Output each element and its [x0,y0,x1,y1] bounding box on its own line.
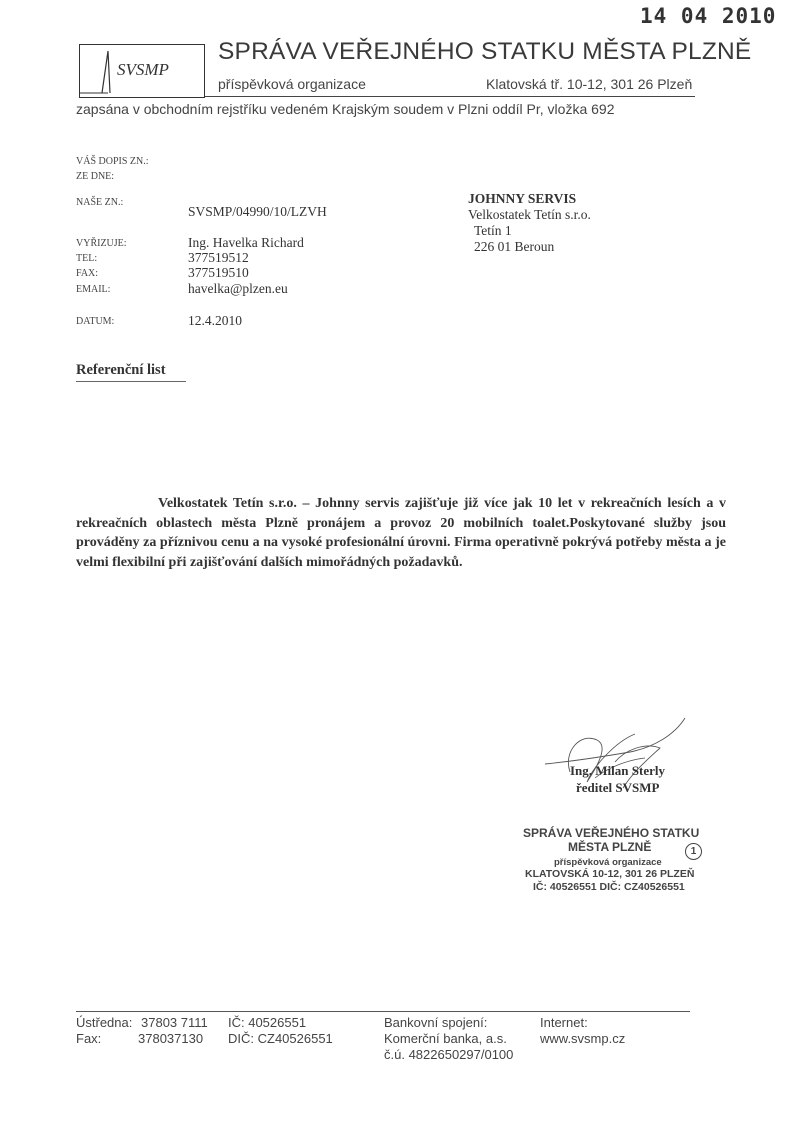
letter-subject: Referenční list [76,362,166,378]
stamp-line-3: příspěvková organizace [554,857,662,868]
footer-bank-label: Bankovní spojení: [384,1015,488,1030]
svsmp-logo [79,44,205,98]
handled-by-label: VYŘIZUJE: [76,238,127,249]
date-label: DATUM: [76,316,115,327]
our-ref-label: NAŠE ZN.: [76,197,124,208]
subject-underline [76,381,186,382]
footer-switchboard-label: Ústředna: [76,1015,133,1030]
footer-dic: DIČ: CZ40526551 [228,1031,333,1046]
letter-body: Velkostatek Tetín s.r.o. – Johnny servis zajišťuje již více jak 10 let v rekreačních lesích a v rekreačních oblastech města Plzně pronájem a provoz 20 mobilních toalet.Poskytované služby jsou prováděny za příznivou cenu a na vysoké profesionální úrovni. Firma operativně pokrývá potřeby města a je velmi flexibilní při zajišťování dalších mimořádných požadavků. [76,496,726,570]
logo-text: SVSMP [117,60,169,79]
organization-title: SPRÁVA VEŘEJNÉHO STATKU MĚSTA PLZNĚ [218,38,752,65]
tel-value: 377519512 [188,250,249,265]
our-ref-value: SVSMP/04990/10/LZVH [188,204,327,219]
handled-by-value: Ing. Havelka Richard [188,235,304,250]
stamp-line-4: KLATOVSKÁ 10-12, 301 26 PLZEŇ [525,868,695,880]
footer-internet-label: Internet: [540,1015,588,1030]
footer-switchboard-value: 37803 7111 [141,1015,208,1030]
your-letter-label: VÁŠ DOPIS ZN.: [76,156,149,167]
recipient-street: Tetín 1 [474,223,512,238]
recipient-name: JOHNNY SERVIS [468,191,577,206]
fax-label: FAX: [76,268,99,279]
registry-info: zapsána v obchodním rejstříku vedeném Krajským soudem v Plzni oddíl Pr, vložka 692 [76,101,615,117]
email-label: EMAIL: [76,284,111,295]
tel-label: TEL: [76,253,98,264]
signatory-name: Ing. Milan Sterly [570,763,665,778]
footer-fax-value: 378037130 [138,1031,204,1046]
footer-bank-name: Komerční banka, a.s. [384,1031,507,1046]
received-date-stamp: 14 04 2010 [640,4,777,28]
date-value: 12.4.2010 [188,313,242,328]
stamp-line-1: SPRÁVA VEŘEJNÉHO STATKU [523,826,700,840]
header-divider [205,96,695,97]
email-value: havelka@plzen.eu [188,281,288,296]
organization-address: Klatovská tř. 10-12, 301 26 Plzeň [486,76,693,92]
recipient-company: Velkostatek Tetín s.r.o. [468,207,591,222]
organization-subtitle: příspěvková organizace [218,76,366,92]
footer-ic: IČ: 40526551 [228,1015,307,1030]
footer-bank-account: č.ú. 4822650297/0100 [384,1047,514,1062]
footer-website-link[interactable]: www.svsmp.cz [540,1031,626,1046]
recipient-city: 226 01 Beroun [474,239,555,254]
stamp-line-2: MĚSTA PLZNĚ [568,840,652,854]
stamp-line-5: IČ: 40526551 DIČ: CZ40526551 [533,881,685,893]
footer-fax-label: Fax: [76,1031,102,1046]
stamp-number: 1 [685,843,702,860]
fax-value: 377519510 [188,265,249,280]
dated-label: ZE DNE: [76,171,115,182]
signatory-role: ředitel SVSMP [576,780,660,795]
footer-divider [76,1011,690,1012]
